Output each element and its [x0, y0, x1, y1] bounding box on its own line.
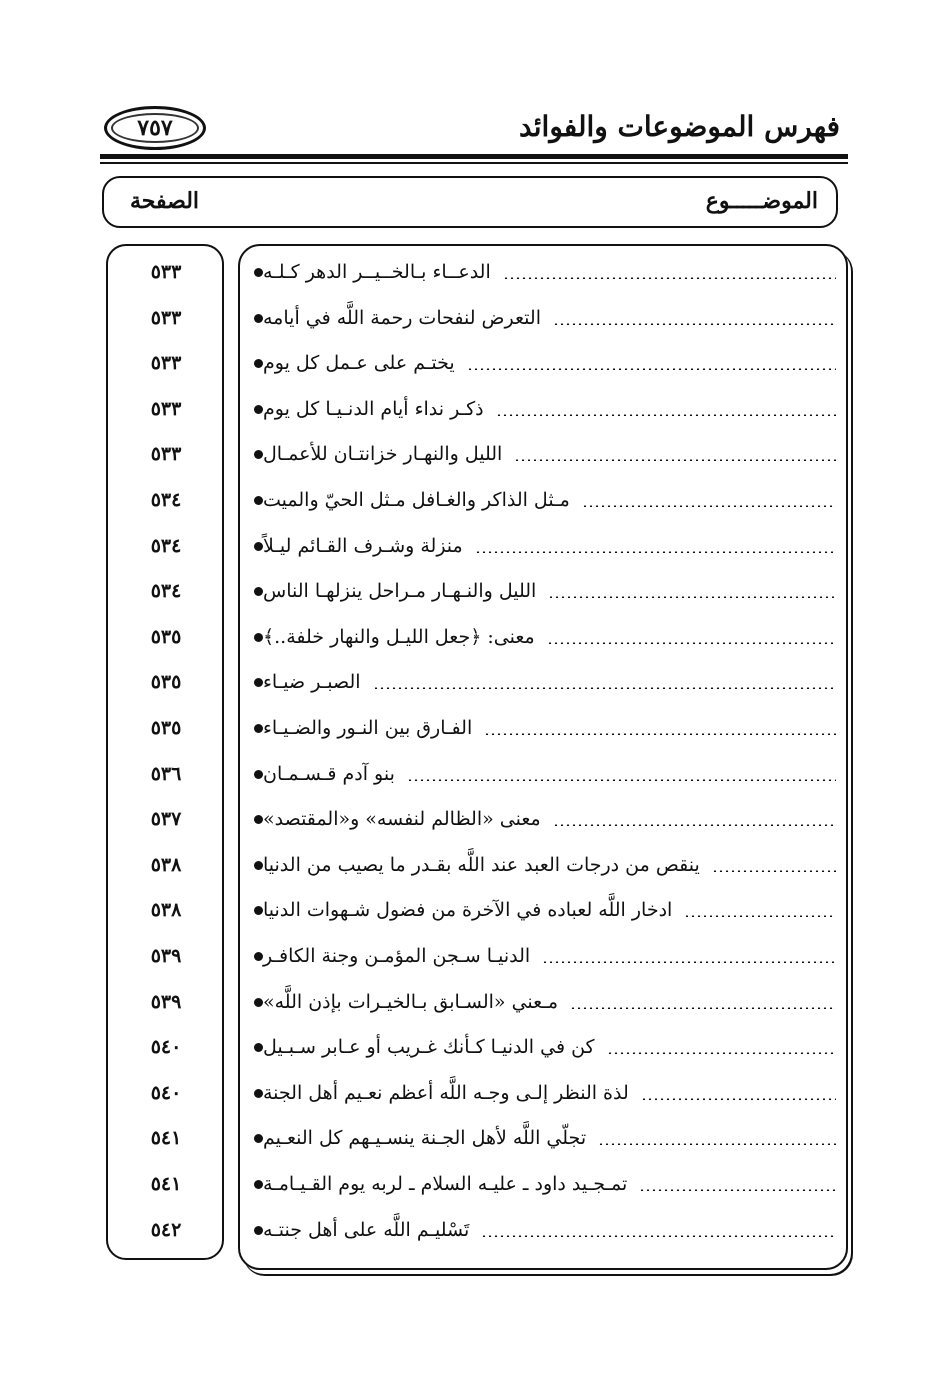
index-entry	[244, 615, 840, 659]
dot-leader	[553, 323, 836, 325]
entry-page-number: ٥٤٢	[150, 1219, 182, 1241]
dot-leader	[467, 368, 836, 370]
index-entry	[244, 524, 840, 568]
page-column-label: الصفحة	[130, 188, 200, 214]
dot-leader	[496, 414, 836, 416]
entry-page-number: ٥٣٤	[150, 489, 182, 511]
entry-page-number: ٥٤١	[150, 1127, 182, 1149]
bullet-icon	[254, 542, 263, 551]
dot-leader	[548, 596, 836, 598]
bullet-icon	[254, 359, 263, 368]
entry-title: معنى: ﴿جعل الليـل والنهار خلفة..﴾	[263, 626, 535, 648]
bullet-icon	[254, 861, 263, 870]
bullet-icon	[254, 496, 263, 505]
dot-leader	[373, 687, 836, 689]
entry-page-number: ٥٣٤	[150, 580, 182, 602]
column-header	[102, 176, 838, 228]
bullet-icon	[254, 815, 263, 824]
bullet-icon	[254, 770, 263, 779]
bullet-icon	[254, 587, 263, 596]
dot-leader	[639, 1189, 836, 1191]
dot-leader	[582, 505, 836, 507]
bullet-icon	[254, 952, 263, 961]
bullet-icon	[254, 1043, 263, 1052]
index-entry	[244, 797, 840, 841]
entry-page-number: ٥٣٦	[150, 763, 182, 785]
entry-page-number: ٥٣٨	[150, 854, 182, 876]
entry-title: الليل والنـهـار مـراحل ينزلهـا الناس	[263, 580, 537, 602]
entry-page-number: ٥٣٤	[150, 535, 182, 557]
entry-title: مـثل الذاكر والغـافل مـثل الحيّ والميت	[263, 489, 570, 511]
dot-leader	[547, 642, 836, 644]
entry-page-number: ٥٣٣	[150, 352, 182, 374]
entry-page-number: ٥٤٠	[150, 1082, 182, 1104]
dot-leader	[684, 915, 836, 917]
index-entry	[244, 341, 840, 385]
dot-leader	[607, 1052, 836, 1054]
entry-title: كن في الدنيـا كـأنك غـريب أو عـابر سـبـيل	[263, 1036, 595, 1058]
entry-title: الدنيـا سـجن المؤمـن وجنة الكافـر	[263, 945, 531, 967]
page-header	[100, 98, 848, 154]
entry-title: تمـجـيد داود ـ عليـه السلام ـ لربه يوم القـيـامـة	[263, 1173, 628, 1195]
bullet-icon	[254, 405, 263, 414]
dot-leader	[475, 551, 836, 553]
page-number-badge: ٧٥٧	[104, 106, 206, 150]
entry-title: معنى «الظالم لنفسه» و«المقتصد»	[263, 808, 541, 830]
entry-title: ادخار اللَّه لعباده في الآخرة من فضول شـهوات الدنيا	[263, 899, 673, 921]
entry-title: تجلّي اللَّه لأهل الجـنة ينسـيـهم كل النعـيم	[263, 1127, 587, 1149]
bullet-icon	[254, 1226, 263, 1235]
index-entry	[244, 432, 840, 476]
dot-leader	[712, 870, 836, 872]
index-entry	[244, 296, 840, 340]
entry-page-number: ٥٣٥	[150, 717, 182, 739]
header-rule-thin	[100, 162, 848, 164]
index-entry	[244, 888, 840, 932]
index-entry	[244, 843, 840, 887]
entry-page-number: ٥٣٩	[150, 991, 182, 1013]
entry-page-number: ٥٣٧	[150, 808, 182, 830]
entry-title: الصبـر ضيـاء	[263, 671, 361, 693]
entry-page-number: ٥٣٥	[150, 626, 182, 648]
entry-title: الليل والنهـار خزانتـان للأعمـال	[263, 443, 503, 465]
entry-page-number: ٥٣٣	[150, 398, 182, 420]
entry-page-number: ٥٣٨	[150, 899, 182, 921]
dot-leader	[407, 779, 836, 781]
bullet-icon	[254, 678, 263, 687]
entry-page-number: ٥٣٥	[150, 671, 182, 693]
header-rule	[100, 154, 848, 159]
bullet-icon	[254, 906, 263, 915]
bullet-icon	[254, 450, 263, 459]
index-entry	[244, 250, 840, 294]
index-entry	[244, 706, 840, 750]
index-entry	[244, 980, 840, 1024]
bullet-icon	[254, 633, 263, 642]
bullet-icon	[254, 1180, 263, 1189]
entry-page-number: ٥٣٩	[150, 945, 182, 967]
dot-leader	[553, 824, 836, 826]
dot-leader	[542, 961, 836, 963]
dot-leader	[484, 733, 836, 735]
index-entry	[244, 1071, 840, 1115]
running-title: فهرس الموضوعات والفوائد	[519, 110, 840, 143]
bullet-icon	[254, 314, 263, 323]
index-entry	[244, 1162, 840, 1206]
entry-title: منزلة وشـرف القـائم ليـلاً	[263, 535, 463, 557]
index-entry	[244, 752, 840, 796]
bullet-icon	[254, 1089, 263, 1098]
index-entry	[244, 387, 840, 431]
topic-column-label: الموضـــــوع	[705, 188, 818, 214]
entry-title: مـعني «السـابق بـالخيـرات بإذن اللَّه»	[263, 991, 559, 1013]
entry-title: يختـم على عـمل كل يوم	[263, 352, 455, 374]
index-entry	[244, 934, 840, 978]
index-entry	[244, 1116, 840, 1160]
dot-leader	[503, 277, 836, 279]
index-entry	[244, 1208, 840, 1252]
bullet-icon	[254, 724, 263, 733]
index-entry	[244, 569, 840, 613]
entry-page-number: ٥٣٣	[150, 261, 182, 283]
entry-title: لذة النظر إلـى وجـه اللَّه أعظم نعـيم أهل الجنة	[263, 1082, 629, 1104]
entry-title: ينقص من درجات العبد عند اللَّه بقـدر ما يصيب من الدنيا	[263, 854, 700, 876]
dot-leader	[598, 1143, 836, 1145]
dot-leader	[570, 1007, 836, 1009]
index-entry	[244, 1025, 840, 1069]
entry-title: ذكـر نداء أيام الدنـيـا كل يوم	[263, 398, 484, 420]
entry-page-number: ٥٣٣	[150, 443, 182, 465]
entry-page-number: ٥٤٠	[150, 1036, 182, 1058]
bullet-icon	[254, 998, 263, 1007]
index-entry	[244, 478, 840, 522]
dot-leader	[641, 1098, 836, 1100]
index-entry	[244, 660, 840, 704]
bullet-icon	[254, 1134, 263, 1143]
entry-title: التعرض لنفحات رحمة اللَّه في أيامه	[263, 307, 541, 329]
entry-page-number: ٥٤١	[150, 1173, 182, 1195]
bullet-icon	[254, 268, 263, 277]
dot-leader	[481, 1235, 836, 1237]
entry-title: الدعــاء بـالخــيــر الدهر كـلـه	[263, 261, 491, 283]
entry-title: الفـارق بين النـور والضـيـاء	[263, 717, 473, 739]
dot-leader	[514, 459, 836, 461]
entry-title: تَسْليـم اللَّه على أهل جنتـه	[263, 1219, 470, 1241]
entry-title: بنو آدم قـسـمـان	[263, 763, 395, 785]
entry-page-number: ٥٣٣	[150, 307, 182, 329]
